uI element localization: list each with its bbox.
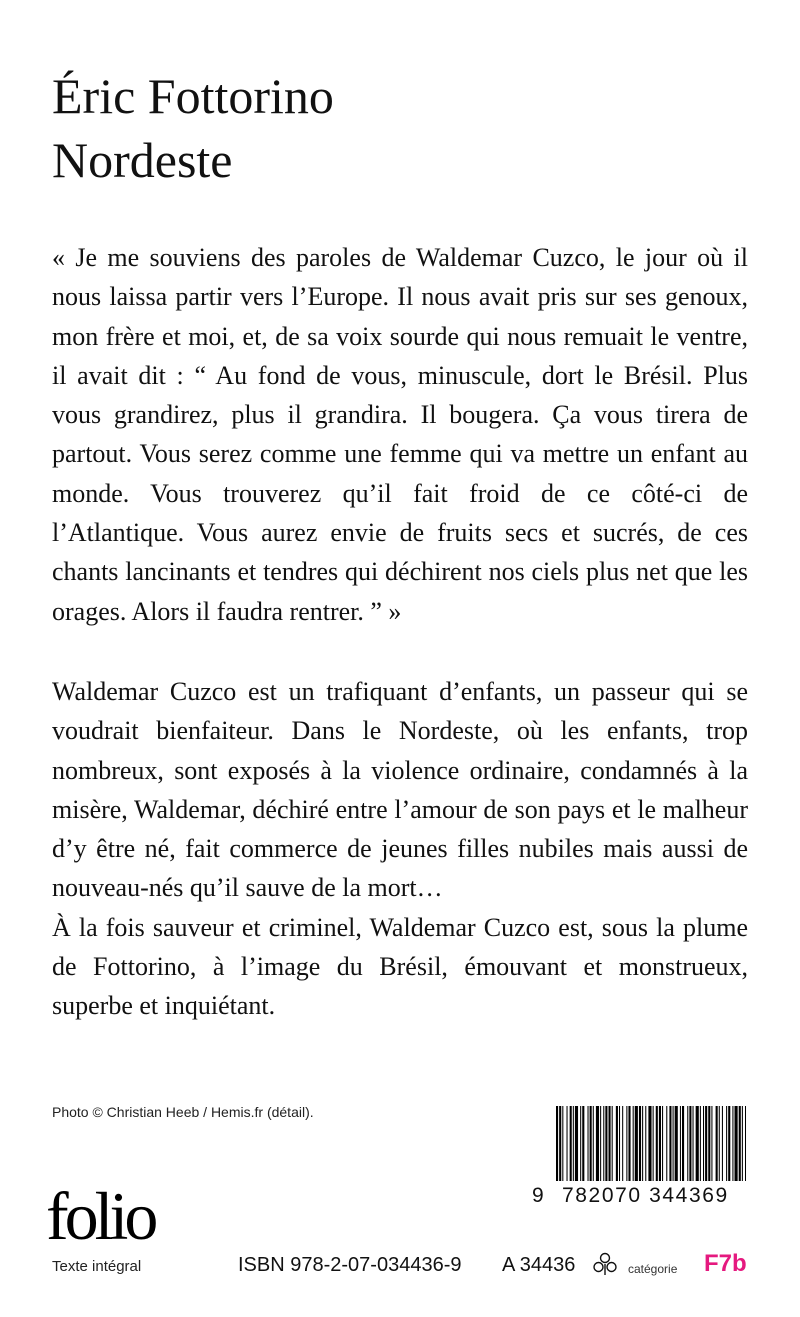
barcode-bar xyxy=(687,1106,688,1181)
barcode-bar xyxy=(703,1106,704,1181)
barcode-bar xyxy=(745,1106,746,1181)
barcode-bar xyxy=(603,1106,604,1181)
barcode-bar xyxy=(673,1106,674,1181)
barcode-bar xyxy=(622,1106,623,1181)
barcode-bar xyxy=(693,1106,694,1181)
barcode-bar xyxy=(605,1106,607,1181)
barcode-bar xyxy=(573,1106,574,1181)
blurb-paragraph-1: Waldemar Cuzco est un trafiquant d’enfants, un passeur qui se voudrait bienfaiteur. Dans le Nordeste, où les enfants, trop nombreux, sont exposés à la violence ordinaire, condamnés à la misère, Waldemar, déchiré entre l’amour de son pays et le malheur d’y être né, fait commerce de jeunes filles nubiles mais aussi de nouveau-nés qu’il sauve de la mort… xyxy=(52,677,748,903)
folio-logo: folio xyxy=(46,1178,155,1254)
category-value: F7b xyxy=(704,1250,747,1277)
barcode-bar xyxy=(705,1106,707,1181)
barcode-bar xyxy=(596,1106,599,1181)
barcode-bar xyxy=(582,1106,584,1181)
barcode-bar xyxy=(682,1106,684,1181)
barcode-bar xyxy=(633,1106,634,1181)
barcode-bar xyxy=(600,1106,601,1181)
barcode-bar xyxy=(716,1106,718,1181)
isbn: ISBN 978-2-07-034436-9 xyxy=(238,1254,462,1276)
barcode-bar xyxy=(732,1106,733,1181)
barcode-bar xyxy=(696,1106,699,1181)
photo-credit: Photo © Christian Heeb / Hemis.fr (détail). xyxy=(52,1104,314,1120)
barcode-bar xyxy=(728,1106,730,1181)
blurb-paragraph-2: À la fois sauveur et criminel, Waldemar Cuzco est, sous la plume de Fottorino, à l’image du Brésil, émouvant et monstrueux, superbe et inquiétant. xyxy=(52,912,748,1021)
barcode-bar xyxy=(700,1106,701,1181)
barcode-bar xyxy=(719,1106,720,1181)
barcode-bar xyxy=(708,1106,710,1181)
barcode-bar xyxy=(642,1106,643,1181)
barcode-bar xyxy=(739,1106,741,1181)
barcode-bar xyxy=(722,1106,723,1181)
barcode-bar xyxy=(609,1106,611,1181)
barcode-bar xyxy=(612,1106,613,1181)
barcode-bar xyxy=(735,1106,738,1181)
logo-subtitle: Texte intégral xyxy=(52,1258,142,1275)
barcode-bar xyxy=(575,1106,578,1181)
barcode-bar xyxy=(635,1106,638,1181)
barcode-bar xyxy=(616,1106,618,1181)
barcode-bar xyxy=(570,1106,572,1181)
barcode-bar xyxy=(711,1106,712,1181)
barcode-bar xyxy=(653,1106,654,1181)
barcode xyxy=(556,1106,746,1181)
barcode-bar xyxy=(588,1106,589,1181)
catalog-code: A 34436 xyxy=(502,1254,576,1276)
barcode-bar xyxy=(559,1106,561,1181)
barcode-bar xyxy=(742,1106,743,1181)
barcode-bar xyxy=(675,1106,678,1181)
book-title: Nordeste xyxy=(52,132,233,188)
barcode-bar xyxy=(593,1106,594,1181)
barcode-bar xyxy=(639,1106,641,1181)
barcode-bar xyxy=(662,1106,663,1181)
barcode-bar xyxy=(626,1106,627,1181)
barcode-bar xyxy=(656,1106,658,1181)
barcode-number: 782070 344369 xyxy=(562,1184,729,1207)
blurb xyxy=(52,672,748,1026)
author-name: Éric Fottorino xyxy=(52,68,334,124)
barcode-bar xyxy=(726,1106,727,1181)
barcode-bar xyxy=(659,1106,661,1181)
barcode-bar xyxy=(648,1106,651,1181)
barcode-bar xyxy=(666,1106,667,1181)
barcode-bar xyxy=(689,1106,691,1181)
barcode-bar xyxy=(590,1106,592,1181)
barcode-bar xyxy=(669,1106,671,1181)
barcode-bar xyxy=(619,1106,620,1181)
back-cover-quote: « Je me souviens des paroles de Waldemar Cuzco, le jour où il nous laissa partir vers l’Europe. Il nous avait pris sur ses genoux, mon frère et moi, et, de sa voix sourde qui nous remuait le ventre, il avait dit : “ Au fond de vous, minuscule, dort le Brésil. Plus vous grandirez, plus il grandira. Il bougera. Ça vous tirera de partout. Vous serez comme une femme qui va mettre un enfant au monde. Vous trouverez qu’il fait froid de ce côté-ci de l’Atlantique. Vous aurez envie de fruits secs et sucrés, de ces chants lancinants et tendres qui déchirent nos ciels plus net que les orages. Alors il faudra rentrer. ” » xyxy=(52,243,748,626)
barcode-bar xyxy=(556,1106,558,1181)
barcode-bar xyxy=(567,1106,568,1181)
barcode-bar xyxy=(645,1106,646,1181)
barcode-bar xyxy=(628,1106,630,1181)
barcode-bar xyxy=(562,1106,563,1181)
clover-icon xyxy=(592,1252,618,1276)
category-label: catégorie xyxy=(628,1262,678,1276)
barcode-lead-digit: 9 xyxy=(532,1184,545,1207)
barcode-bar xyxy=(680,1106,681,1181)
barcode-bar xyxy=(580,1106,581,1181)
